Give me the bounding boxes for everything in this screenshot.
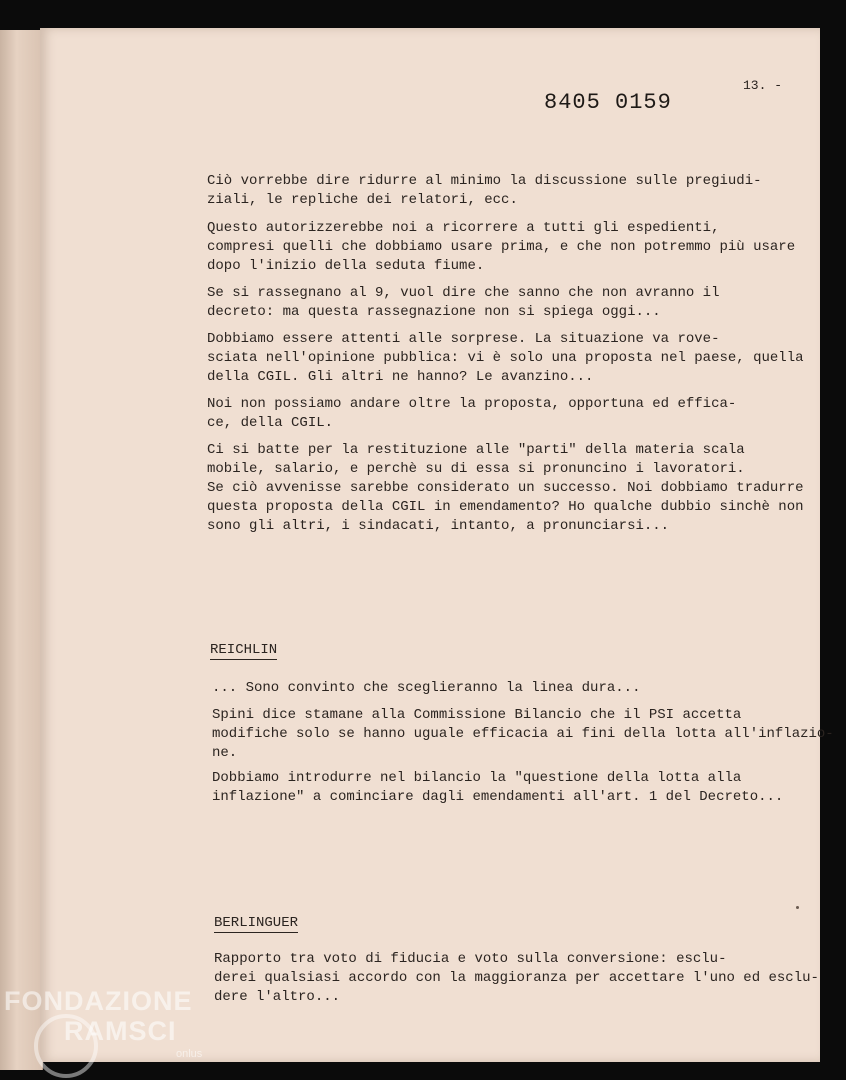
paragraph-line: Se si rassegnano al 9, vuol dire che sanno che non avranno il bbox=[207, 285, 720, 301]
document-page bbox=[40, 28, 834, 1062]
paragraph-line: decreto: ma questa rassegnazione non si spiega oggi... bbox=[207, 304, 661, 320]
watermark-suffix: onlus bbox=[176, 1048, 203, 1060]
paragraph-line: dere l'altro... bbox=[214, 989, 341, 1005]
watermark-line2: RAMSCI bbox=[64, 1016, 177, 1046]
document-number: 8405 0159 bbox=[544, 90, 672, 115]
paragraph-line: della CGIL. Gli altri ne hanno? Le avanzino... bbox=[207, 369, 594, 385]
paragraph-line: Dobbiamo introdurre nel bilancio la "questione della lotta alla bbox=[212, 770, 742, 786]
paragraph-line: mobile, salario, e perchè su di essa si pronuncino i lavoratori. bbox=[207, 461, 745, 477]
speaker-name: BERLINGUER bbox=[214, 915, 299, 931]
paragraph-line: Questo autorizzerebbe noi a ricorrere a tutti gli espedienti, bbox=[207, 220, 720, 236]
paragraph-line: Se ciò avvenisse sarebbe considerato un successo. Noi dobbiamo tradurre bbox=[207, 480, 804, 496]
page-number: 13. - bbox=[743, 78, 783, 93]
paragraph-line: modifiche solo se hanno uguale efficacia ai fini della lotta all'inflazio- bbox=[212, 726, 834, 742]
paragraph-line: Rapporto tra voto di fiducia e voto sulla conversione: esclu- bbox=[214, 951, 727, 967]
paragraph-line: Dobbiamo essere attenti alle sorprese. La situazione va rove- bbox=[207, 331, 720, 347]
book-binding bbox=[0, 30, 43, 1070]
paragraph-line: ce, della CGIL. bbox=[207, 415, 334, 431]
watermark-line1: FONDAZIONE bbox=[4, 986, 193, 1016]
paragraph-line: dopo l'inizio della seduta fiume. bbox=[207, 258, 485, 274]
paragraph-line: sciata nell'opinione pubblica: vi è solo una proposta nel paese, quella bbox=[207, 350, 804, 366]
paragraph-line: compresi quelli che dobbiamo usare prima, e che non potremmo più usare bbox=[207, 239, 796, 255]
paragraph-line: sono gli altri, i sindacati, intanto, a pronunciarsi... bbox=[207, 518, 670, 534]
paragraph-line: inflazione" a cominciare dagli emendamenti all'art. 1 del Decreto... bbox=[212, 789, 784, 805]
paragraph-line: Ciò vorrebbe dire ridurre al minimo la discussione sulle pregiudi- bbox=[207, 173, 762, 189]
ink-speck bbox=[796, 906, 799, 909]
paragraph-line: derei qualsiasi accordo con la maggioranza per accettare l'uno ed esclu- bbox=[214, 970, 819, 986]
speaker-name: REICHLIN bbox=[210, 642, 278, 658]
paragraph-line: questa proposta della CGIL in emendamento? Ho qualche dubbio sinchè non bbox=[207, 499, 804, 515]
paragraph-line: Spini dice stamane alla Commissione Bilancio che il PSI accetta bbox=[212, 707, 742, 723]
paragraph-line: Noi non possiamo andare oltre la proposta, opportuna ed effica- bbox=[207, 396, 737, 412]
paragraph-line: ... Sono convinto che sceglieranno la linea dura... bbox=[212, 680, 641, 696]
paragraph-line: ziali, le repliche dei relatori, ecc. bbox=[207, 192, 518, 208]
fondazione-gramsci-watermark bbox=[4, 986, 224, 1076]
paragraph-line: Ci si batte per la restituzione alle "parti" della materia scala bbox=[207, 442, 745, 458]
paragraph-line: ne. bbox=[212, 745, 238, 761]
